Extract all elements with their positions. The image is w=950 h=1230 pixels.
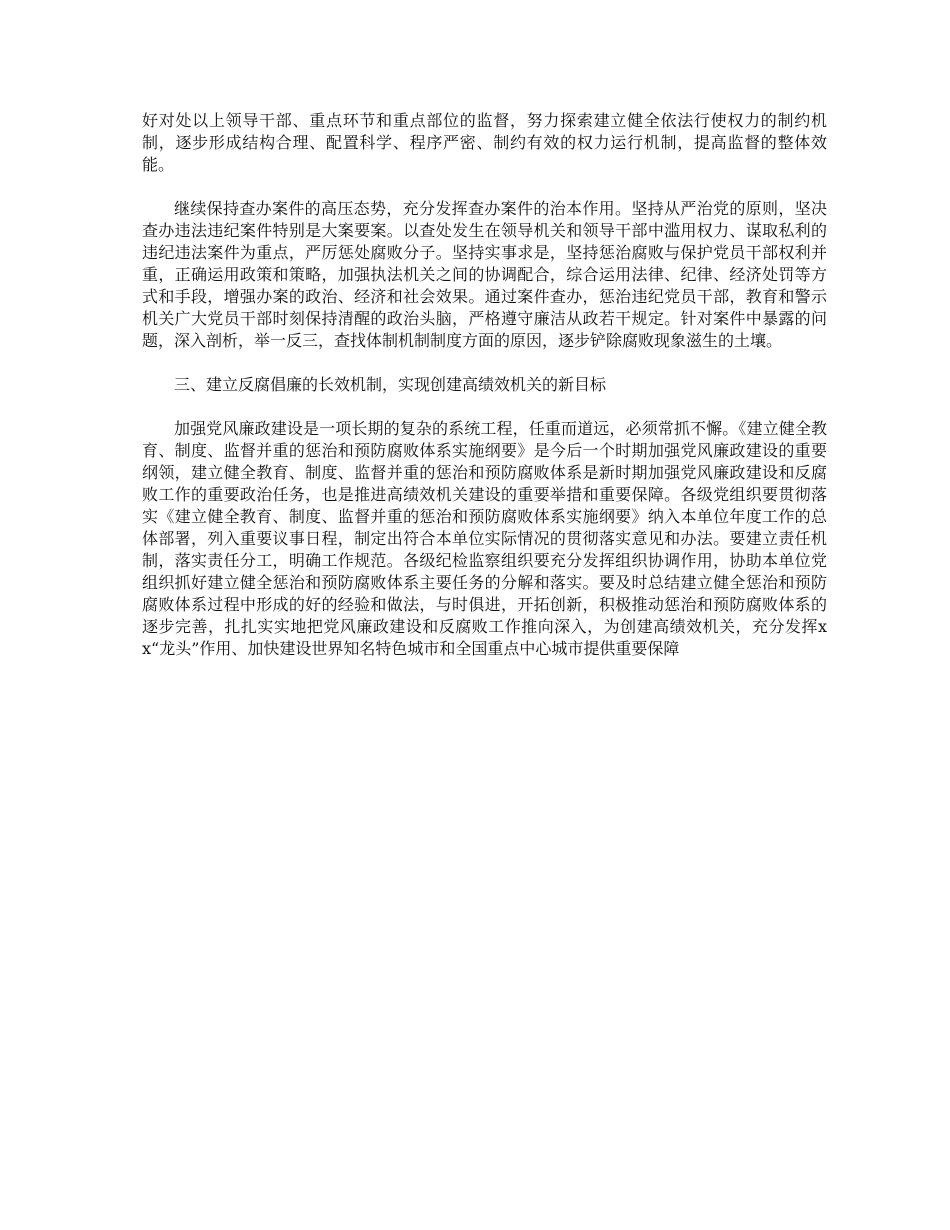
paragraph-long-term-mechanism: 加强党风廉政建设是一项长期的复杂的系统工程，任重而道远，必须常抓不懈。《建立健全教育、制度、监督并重的惩治和预防腐败体系实施纲要》是今后一个时期加强党风廉政建设的重要纲领，建立健全教育、制度、监督并重的惩治和预防腐败体系是新时期加强党风廉政建设和反腐败工作的重要政治任务，也是推进高绩效机关建设的重要举措和重要保障。各级党组织要贯彻落实《建立健全教育、制度、监督并重的惩治和预防腐败体系实施纲要》纳入本单位年度工作的总体部署，列入重要议事日程，制定出符合本单位实际情况的贯彻落实意见和办法。要建立责任机制，落实责任分工，明确工作规范。各级纪检监察组织要充分发挥组织协调作用，协助本单位党组织抓好建立健全惩治和预防腐败体系主要任务的分解和落实。要及时总结建立健全惩治和预防腐败体系过程中形成的好的经验和做法，与时俱进，开拓创新，积极推动惩治和预防腐败体系的逐步完善，扎扎实实地把党风廉政建设和反腐败工作推向深入，为创建高绩效机关，充分发挥xx“龙头”作用、加快建设世界知名特色城市和全国重点中心城市提供重要保障 xyxy=(142,419,827,658)
paragraph-case-handling: 继续保持查办案件的高压态势，充分发挥查办案件的治本作用。坚持从严治党的原则，坚决查办违法违纪案件特别是大案要案。以查处发生在领导机关和领导干部中滥用权力、谋取私利的违纪违法案件为重点，严厉惩处腐败分子。坚持实事求是，坚持惩治腐败与保护党员干部权利并重，正确运用政策和策略，加强执法机关之间的协调配合，综合运用法律、纪律、经济处罚等方式和手段，增强办案的政治、经济和社会效果。通过案件查办，惩治违纪党员干部，教育和警示机关广大党员干部时刻保持清醒的政治头脑，严格遵守廉洁从政若干规定。针对案件中暴露的问题，深入剖析，举一反三，查找体制机制制度方面的原因，逐步铲除腐败现象滋生的土壤。 xyxy=(142,199,827,350)
paragraph-continued: 好对处以上领导干部、重点环节和重点部位的监督，努力探索建立健全依法行使权力的制约机制，逐步形成结构合理、配置科学、程序严密、制约有效的权力运行机制，提高监督的整体效能。 xyxy=(142,111,827,174)
document-body xyxy=(142,110,827,682)
section-heading: 三、建立反腐倡廉的长效机制，实现创建高绩效机关的新目标 xyxy=(174,375,607,394)
